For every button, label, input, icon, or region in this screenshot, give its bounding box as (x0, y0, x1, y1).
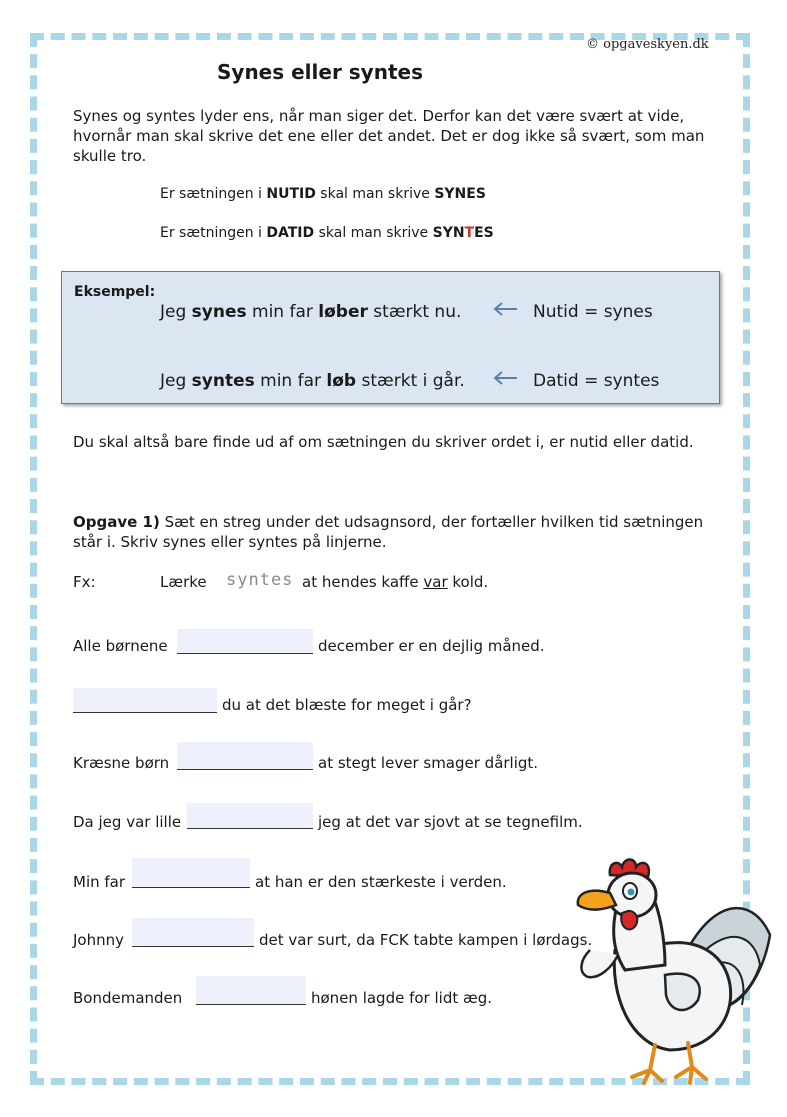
arrow-left-icon (492, 371, 518, 385)
rule-tense: NUTID (266, 186, 316, 202)
example-note-2: Datid = syntes (533, 371, 660, 391)
rule-nutid (160, 186, 486, 202)
rule-text: skal man skrive (314, 225, 433, 241)
sentence-text: stærkt nu. (367, 302, 462, 322)
intro-paragraph: Synes og syntes lyder ens, når man siger det. Derfor kan det være svært at vide, hvornår man skal skrive det ene eller det andet. Det er dog ikke så svært, som man skulle tro. (73, 107, 705, 165)
sentence-bold: løber (318, 302, 368, 322)
example-label: Eksempel: (74, 284, 156, 300)
rule-text: skal man skrive (315, 186, 435, 202)
copyright: © opgaveskyen.dk (586, 37, 709, 52)
rule-tense: DATID (266, 225, 315, 241)
exercise-7-after: hønen lagde for lidt æg. (311, 989, 493, 1007)
rule-word-highlight: T (464, 225, 475, 241)
sentence-text: Jeg (160, 302, 192, 322)
exercise-6-before: Johnny (73, 931, 124, 949)
exercise-5-answer-field[interactable] (132, 858, 250, 888)
fx-text: kold. (447, 573, 489, 591)
exercise-1-answer-field[interactable] (177, 629, 313, 654)
exercise-3-after: at stegt lever smager dårligt. (318, 754, 539, 772)
rule-word: SYN (432, 225, 465, 241)
exercise-6-after: det var surt, da FCK tabte kampen i lørdags. (259, 931, 593, 949)
sentence-text: min far (246, 302, 319, 322)
exercise-4-answer-field[interactable] (187, 803, 313, 829)
sentence-bold: synes (191, 302, 247, 322)
rule-text: Er sætningen i (160, 225, 267, 241)
fx-subject: Lærke (160, 573, 207, 591)
page-title: Synes eller syntes (217, 60, 423, 84)
rule-word: SYNES (434, 186, 486, 202)
fx-answer-handwritten: syntes (226, 570, 294, 590)
rooster-illustration (570, 855, 775, 1090)
exercise-3-answer-field[interactable] (177, 742, 313, 770)
arrow-left-icon (492, 302, 518, 316)
example-sentence-2 (160, 371, 465, 391)
task-instructions (73, 512, 733, 552)
fx-rest (302, 573, 488, 591)
sentence-bold: syntes (191, 371, 255, 391)
exercise-1-before: Alle børnene (73, 637, 168, 655)
example-note-1: Nutid = synes (533, 302, 653, 322)
fx-text: at hendes kaffe (302, 573, 424, 591)
sentence-text: stærkt i går. (356, 371, 465, 391)
exercise-4-before: Da jeg var lille (73, 813, 182, 831)
exercise-7-before: Bondemanden (73, 989, 183, 1007)
exercise-1-after: december er en dejlig måned. (318, 637, 545, 655)
exercise-5-after: at han er den stærkeste i verden. (255, 873, 507, 891)
explanation-paragraph: Du skal altså bare finde ud af om sætningen du skriver ordet i, er nutid eller datid. (73, 433, 694, 451)
task-label: Opgave 1) (73, 513, 160, 531)
rule-datid (160, 225, 494, 241)
rule-text: Er sætningen i (160, 186, 267, 202)
exercise-3-before: Kræsne børn (73, 754, 170, 772)
exercise-6-answer-field[interactable] (132, 918, 254, 947)
exercise-4-after: jeg at det var sjovt at se tegnefilm. (318, 813, 583, 831)
exercise-5-before: Min far (73, 873, 126, 891)
sentence-bold: løb (326, 371, 357, 391)
exercise-7-answer-field[interactable] (196, 976, 306, 1005)
fx-label: Fx: (73, 573, 96, 591)
sentence-text: Jeg (160, 371, 192, 391)
sentence-text: min far (254, 371, 327, 391)
exercise-2-answer-field[interactable] (73, 688, 217, 713)
fx-underlined-verb: var (423, 573, 448, 591)
task-text: Sæt en streg under det udsagnsord, der fortæller hvilken tid sætningen står i. Skriv synes eller syntes på linjerne. (73, 513, 704, 551)
example-sentence-1 (160, 302, 461, 322)
exercise-2-after: du at det blæste for meget i går? (222, 696, 472, 714)
rule-word: ES (474, 225, 494, 241)
